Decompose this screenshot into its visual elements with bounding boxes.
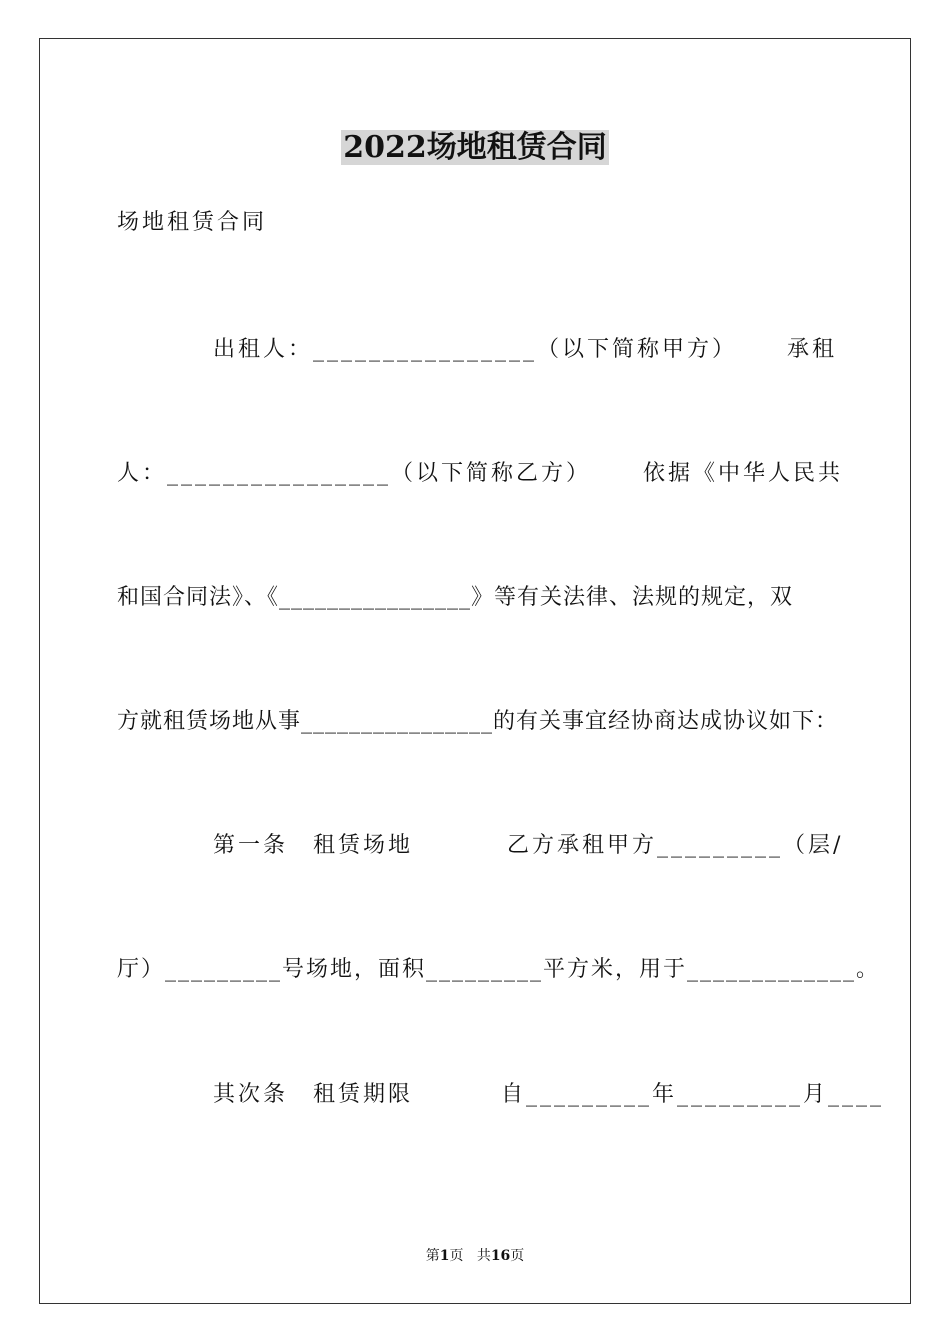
paragraph-line-1: 出租人：________________（以下简称甲方） — [213, 337, 738, 362]
article-1-line-1: 乙方承租甲方_________（层/ — [507, 833, 844, 858]
paragraph-line-2: 人：________________（以下简称乙方） — [117, 461, 592, 486]
paragraph-line-1-end: 承租 — [787, 337, 838, 362]
article-2-heading: 其次条 租赁期限 — [213, 1082, 414, 1107]
page-footer — [0, 1247, 950, 1265]
footer-total-prefix: 共 — [476, 1248, 491, 1264]
footer-total-pages: 16 — [490, 1248, 511, 1264]
article-1-line-2: 厅）_________号场地，面积_________平方米，用于_____________。 — [117, 957, 881, 982]
footer-page-prefix: 第 — [425, 1248, 440, 1264]
footer-page-number: 1 — [439, 1248, 450, 1264]
article-1-heading: 第一条 租赁场地 — [213, 833, 414, 858]
paragraph-line-4: 方就租赁场地从事________________的有关事宜经协商达成协议如下： — [117, 709, 839, 734]
document-subtitle: 场地租赁合同 — [117, 210, 268, 235]
footer-page-suffix: 页 — [449, 1248, 464, 1264]
paragraph-line-3: 和国合同法》、《________________》等有关法律、法规的规定，双 — [117, 585, 794, 610]
document-title-text: 2022场地租赁合同 — [343, 130, 607, 165]
article-2-line-1: 自_________年_________月____ — [501, 1082, 885, 1107]
footer-total-suffix: 页 — [510, 1248, 525, 1264]
document-title — [0, 128, 950, 168]
paragraph-line-2-end: 依据《中华人民共 — [643, 461, 844, 486]
